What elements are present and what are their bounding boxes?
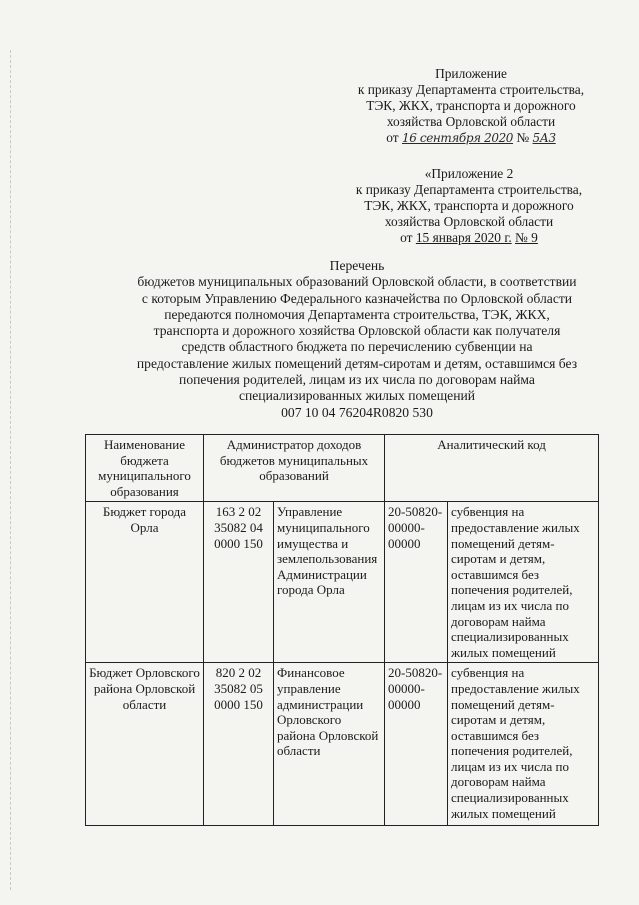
cell-analytic-desc: субвенция на предоставление жилых помещений детям-сиротам и детям, оставшимся без попечения родителей, лицам из их числа по договорам найма специализированных жилых помещений	[448, 663, 599, 826]
date-prefix: от	[400, 230, 413, 245]
table-row	[86, 663, 599, 826]
cell-analytic-code: 20-50820-00000-00000	[385, 502, 448, 663]
title-line: специализированных жилых помещений	[238, 388, 476, 404]
cell-budget: Бюджет Орловского района Орловской области	[86, 663, 204, 826]
title-heading: Перечень	[329, 258, 385, 273]
header-analytic: Аналитический код	[385, 435, 599, 502]
annex-line: хозяйства Орловской области	[386, 114, 556, 129]
title-line: попечения родителей, лицам из их числа по договорам найма	[179, 372, 535, 388]
cell-admin-name: Управление муниципального имущества и землепользования Администрации города Орла	[274, 502, 385, 663]
title-line: транспорта и дорожного хозяйства Орловской области как получателя	[153, 323, 561, 339]
annex-block-current	[346, 66, 596, 146]
order-number: № 9	[515, 230, 538, 245]
scan-edge-line	[10, 50, 12, 890]
title-line: предоставление жилых помещений детям-сиротам и детям, оставшимся без	[136, 355, 578, 371]
header-admin: Администратор доходов бюджетов муниципальных образований	[204, 435, 385, 502]
table-row	[86, 502, 599, 663]
annex-line: к приказу Департамента строительства,	[355, 182, 583, 197]
cell-analytic-desc: субвенция на предоставление жилых помещений детям-сиротам и детям, оставшимся без попечения родителей, лицам из их числа по договорам найма специализированных жилых помещений	[448, 502, 599, 663]
handwritten-number: 5А3	[532, 131, 556, 145]
cell-admin-code: 163 2 02 35082 04 0000 150	[204, 502, 274, 663]
header-budget: Наименование бюджета муниципального образования	[86, 435, 204, 502]
handwritten-date: 16 сентября 2020	[402, 131, 514, 145]
title-line: передаются полномочия Департамента строительства, ТЭК, ЖКХ,	[164, 306, 550, 322]
table-header-row	[86, 435, 599, 502]
annex-line: ТЭК, ЖКХ, транспорта и дорожного	[366, 98, 576, 113]
annex-date-line	[341, 230, 597, 246]
annex-block-original	[341, 166, 597, 246]
budgets-table	[85, 434, 599, 826]
annex-line: хозяйства Орловской области	[384, 214, 554, 229]
cell-analytic-code: 20-50820-00000-00000	[385, 663, 448, 826]
annex-title: «Приложение 2	[424, 166, 514, 181]
title-line: с которым Управлению Федерального казначейства по Орловской области	[141, 290, 573, 306]
number-prefix: №	[516, 130, 530, 145]
cell-admin-name: Финансовое управление администрации Орловского района Орловской области	[274, 663, 385, 826]
cell-budget: Бюджет города Орла	[86, 502, 204, 663]
title-line: средств областного бюджета по перечислению субвенции на	[181, 339, 533, 355]
title-line: бюджетов муниципальных образований Орловской области, в соответствии	[137, 274, 577, 290]
annex-line: к приказу Департамента строительства,	[357, 82, 585, 97]
annex-title: Приложение	[435, 66, 507, 81]
annex-date-line	[346, 130, 596, 146]
order-date: 15 января 2020 г.	[415, 230, 512, 245]
document-title	[92, 258, 622, 421]
annex-line: ТЭК, ЖКХ, транспорта и дорожного	[364, 198, 574, 213]
date-prefix: от	[386, 130, 399, 145]
cell-admin-code: 820 2 02 35082 05 0000 150	[204, 663, 274, 826]
budget-classification-code: 007 10 04 76204R0820 530	[281, 404, 433, 420]
